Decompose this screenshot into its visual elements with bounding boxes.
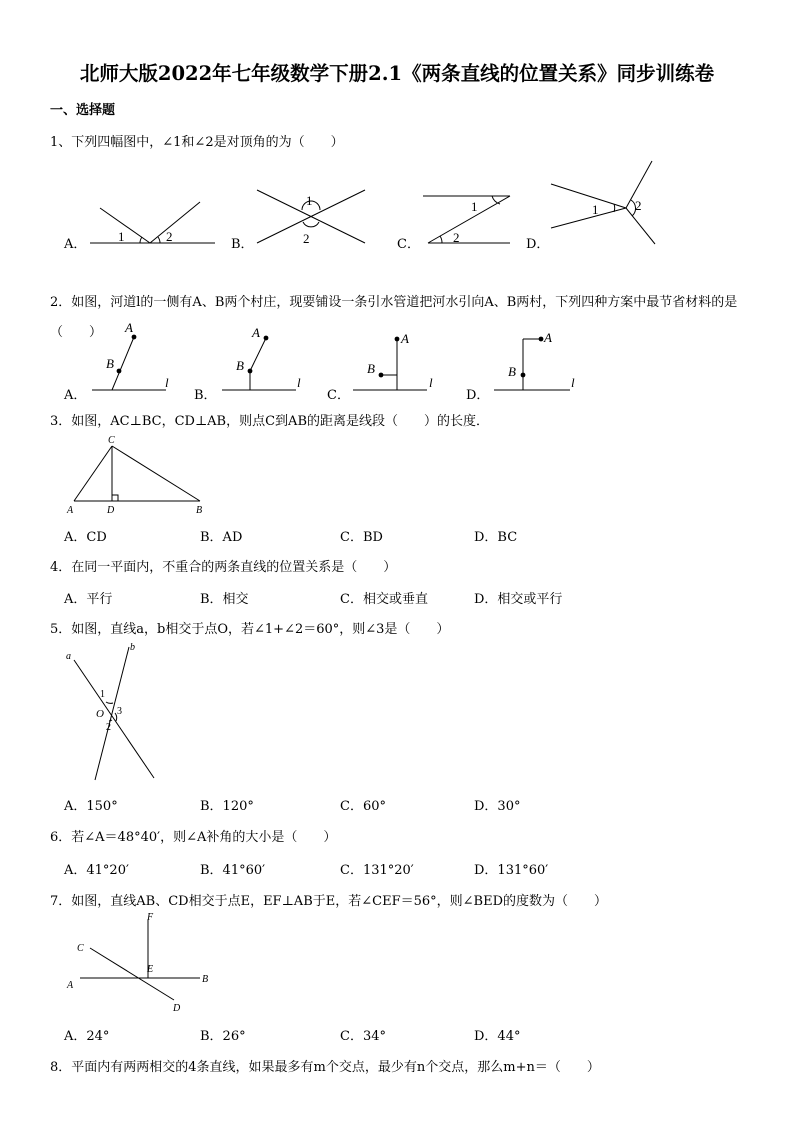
q2b-label-a: A (252, 325, 260, 340)
q1-figure-d (548, 156, 663, 248)
q7-label-f: F (147, 912, 154, 923)
q1c-angle1-label: 1 (471, 199, 478, 214)
q4-option-b[interactable]: B．相交 (200, 592, 249, 607)
q7-option-d[interactable]: D．44° (474, 1029, 521, 1044)
q7-label-e: E (147, 964, 154, 975)
q1-option-a[interactable]: A． (64, 237, 87, 252)
q2d-label-b: B (508, 364, 516, 379)
question-4-stem: 4．在同一平面内，不重合的两条直线的位置关系是（ ） (50, 560, 397, 575)
q5-angle3-label: 3 (117, 706, 122, 717)
q7-option-a[interactable]: A．24° (64, 1029, 110, 1044)
q1-figure-c (420, 192, 515, 248)
q5-figure-intersecting-lines (62, 640, 162, 784)
q1a-angle2-label: 2 (166, 229, 173, 244)
question-8-stem: 8．平面内有两两相交的4条直线，如果最多有m个交点，最少有n个交点，那么m+n＝（ ） (50, 1060, 600, 1075)
q3-label-d: D (107, 505, 115, 516)
q7-option-c[interactable]: C．34° (340, 1029, 386, 1044)
q2a-label-b: B (106, 356, 114, 371)
q5-option-c[interactable]: C．60° (340, 799, 386, 814)
q2c-label-l: l (429, 375, 433, 390)
question-3-stem: 3．如图，AC⊥BC，CD⊥AB，则点C到AB的距离是线段（ ）的长度． (50, 414, 489, 429)
q2d-label-l: l (571, 375, 575, 390)
q3-label-c: C (108, 435, 115, 446)
q2-option-d[interactable]: D． (466, 388, 490, 403)
q1-figure-a (88, 196, 218, 248)
q2b-label-l: l (297, 375, 301, 390)
q6-option-d[interactable]: D．131°60′ (474, 863, 549, 878)
q7-figure-intersecting-lines (62, 910, 222, 1020)
q2a-label-a: A (125, 320, 133, 335)
q2-figure-c (353, 320, 445, 396)
question-2-stem: 2．如图，河道l的一侧有A、B两个村庄，现要铺设一条引水管道把河水引向A、B两村，下列四种方案中最节省材料的是（ ） (50, 295, 738, 340)
q7-label-c: C (77, 943, 84, 954)
q6-option-b[interactable]: B．41°60′ (200, 863, 266, 878)
q1-option-d[interactable]: D． (526, 237, 550, 252)
q5-option-a[interactable]: A．150° (64, 799, 118, 814)
q3-label-a: A (67, 505, 74, 516)
q3-option-b[interactable]: B．AD (200, 530, 243, 545)
q2-option-c[interactable]: C． (327, 388, 350, 403)
q1a-angle1-label: 1 (118, 229, 125, 244)
q7-label-a: A (67, 980, 74, 991)
q3-figure-triangle (62, 432, 212, 518)
q2a-label-l: l (165, 375, 169, 390)
q1-option-c[interactable]: C． (397, 237, 420, 252)
q5-option-d[interactable]: D．30° (474, 799, 521, 814)
q2-figure-b (222, 320, 310, 396)
q4-option-a[interactable]: A．平行 (64, 592, 113, 607)
q2c-label-a: A (401, 331, 409, 346)
q5-angle1-label: 1 (100, 689, 105, 700)
question-5-stem: 5．如图，直线a，b相交于点O，若∠1+∠2＝60°，则∠3是（ ） (50, 622, 450, 637)
q1b-angle2-label: 2 (303, 231, 310, 246)
q1b-angle1-label: 1 (306, 193, 313, 208)
q6-option-a[interactable]: A．41°20′ (64, 863, 129, 878)
q5-option-b[interactable]: B．120° (200, 799, 254, 814)
q3-label-b: B (196, 505, 203, 516)
q5-label-b: b (130, 642, 135, 653)
q2-figure-a (92, 320, 184, 396)
q1-figure-b (255, 188, 367, 248)
question-7-stem: 7．如图，直线AB、CD相交于点E，EF⊥AB于E，若∠CEF＝56°，则∠BED的度数为（ ） (50, 894, 607, 909)
q2-option-b[interactable]: B． (194, 388, 217, 403)
q2c-label-b: B (367, 361, 375, 376)
q3-option-a[interactable]: A．CD (64, 530, 107, 545)
question-6-stem: 6．若∠A＝48°40′，则∠A补角的大小是（ ） (50, 830, 337, 845)
section-heading: 一、选择题 (50, 103, 116, 118)
q2b-label-b: B (236, 358, 244, 373)
q7-option-b[interactable]: B．26° (200, 1029, 246, 1044)
q1d-angle2-label: 2 (635, 198, 642, 213)
q5-label-o: O (96, 708, 104, 720)
q4-option-d[interactable]: D．相交或平行 (474, 592, 563, 607)
q7-label-b: B (202, 974, 209, 985)
q2-option-a[interactable]: A． (64, 388, 87, 403)
q3-option-d[interactable]: D．BC (474, 530, 518, 545)
q1d-angle1-label: 1 (592, 202, 599, 217)
question-1-stem: 1、下列四幅图中，∠1和∠2是对顶角的为（ ） (50, 135, 344, 150)
q6-option-c[interactable]: C．131°20′ (340, 863, 414, 878)
q2-figure-d (494, 320, 586, 396)
q7-label-d: D (173, 1003, 181, 1014)
q4-option-c[interactable]: C．相交或垂直 (340, 592, 428, 607)
q1c-angle2-label: 2 (453, 230, 460, 245)
q5-angle2-label: 2 (106, 722, 111, 733)
q1-option-b[interactable]: B． (231, 237, 254, 252)
q2d-label-a: A (544, 330, 552, 345)
q3-option-c[interactable]: C．BD (340, 530, 383, 545)
q5-label-a: a (66, 651, 71, 662)
page-title: 北师大版2022年七年级数学下册2.1《两条直线的位置关系》同步训练卷 (79, 62, 715, 85)
